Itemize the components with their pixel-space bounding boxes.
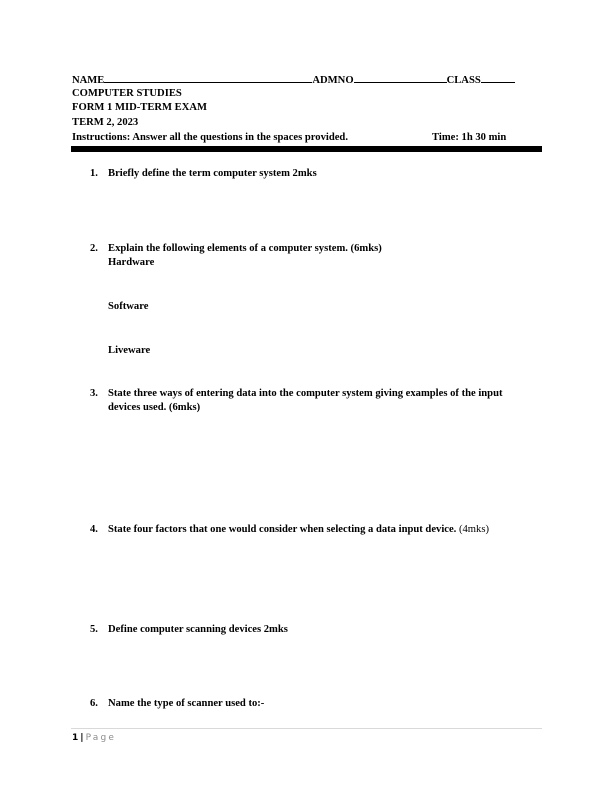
header-divider bbox=[71, 146, 542, 152]
exam-title: FORM 1 MID-TERM EXAM bbox=[72, 102, 208, 113]
sub-item-liveware: Liveware bbox=[108, 345, 151, 356]
instructions: Instructions: Answer all the questions in the spaces provided. bbox=[72, 132, 348, 143]
question-marks: (4mks) bbox=[456, 524, 489, 535]
question-number: 4. bbox=[90, 524, 98, 535]
question-number: 6. bbox=[90, 698, 98, 709]
question-number: 5. bbox=[90, 624, 98, 635]
page-label: Page bbox=[85, 733, 117, 743]
question-4 bbox=[90, 523, 550, 537]
question-text: Name the type of scanner used to:- bbox=[108, 698, 265, 709]
student-details-line bbox=[72, 73, 515, 87]
question-text: State three ways of entering data into the computer system giving examples of the input devices used. (6mks) bbox=[108, 388, 503, 413]
question-text: Explain the following elements of a computer system. (6mks) bbox=[108, 243, 382, 254]
question-6 bbox=[90, 697, 530, 711]
question-3 bbox=[90, 387, 530, 414]
question-number: 3. bbox=[90, 388, 98, 399]
question-number: 2. bbox=[90, 243, 98, 254]
question-2 bbox=[90, 242, 530, 256]
question-5 bbox=[90, 623, 530, 637]
question-1 bbox=[90, 167, 530, 181]
admno-blank[interactable] bbox=[354, 73, 447, 83]
name-label: NAME bbox=[72, 75, 105, 86]
question-text: Briefly define the term computer system 2mks bbox=[108, 168, 317, 179]
sub-item-software: Software bbox=[108, 301, 149, 312]
page-number: 1 bbox=[72, 733, 79, 743]
term-label: TERM 2, 2023 bbox=[72, 117, 139, 128]
footer-separator: | bbox=[80, 733, 84, 743]
class-blank[interactable] bbox=[481, 73, 515, 83]
question-number: 1. bbox=[90, 168, 98, 179]
page-footer bbox=[72, 732, 116, 744]
footer-divider bbox=[71, 728, 542, 729]
admno-label: ADMNO bbox=[312, 75, 354, 86]
sub-item-hardware: Hardware bbox=[108, 257, 155, 268]
name-blank[interactable] bbox=[104, 73, 312, 83]
time-allowed: Time: 1h 30 min bbox=[432, 132, 507, 143]
question-text: State four factors that one would consider when selecting a data input device. bbox=[108, 524, 457, 535]
subject-title: COMPUTER STUDIES bbox=[72, 88, 182, 99]
class-label: CLASS bbox=[446, 75, 481, 86]
question-text: Define computer scanning devices 2mks bbox=[108, 624, 288, 635]
